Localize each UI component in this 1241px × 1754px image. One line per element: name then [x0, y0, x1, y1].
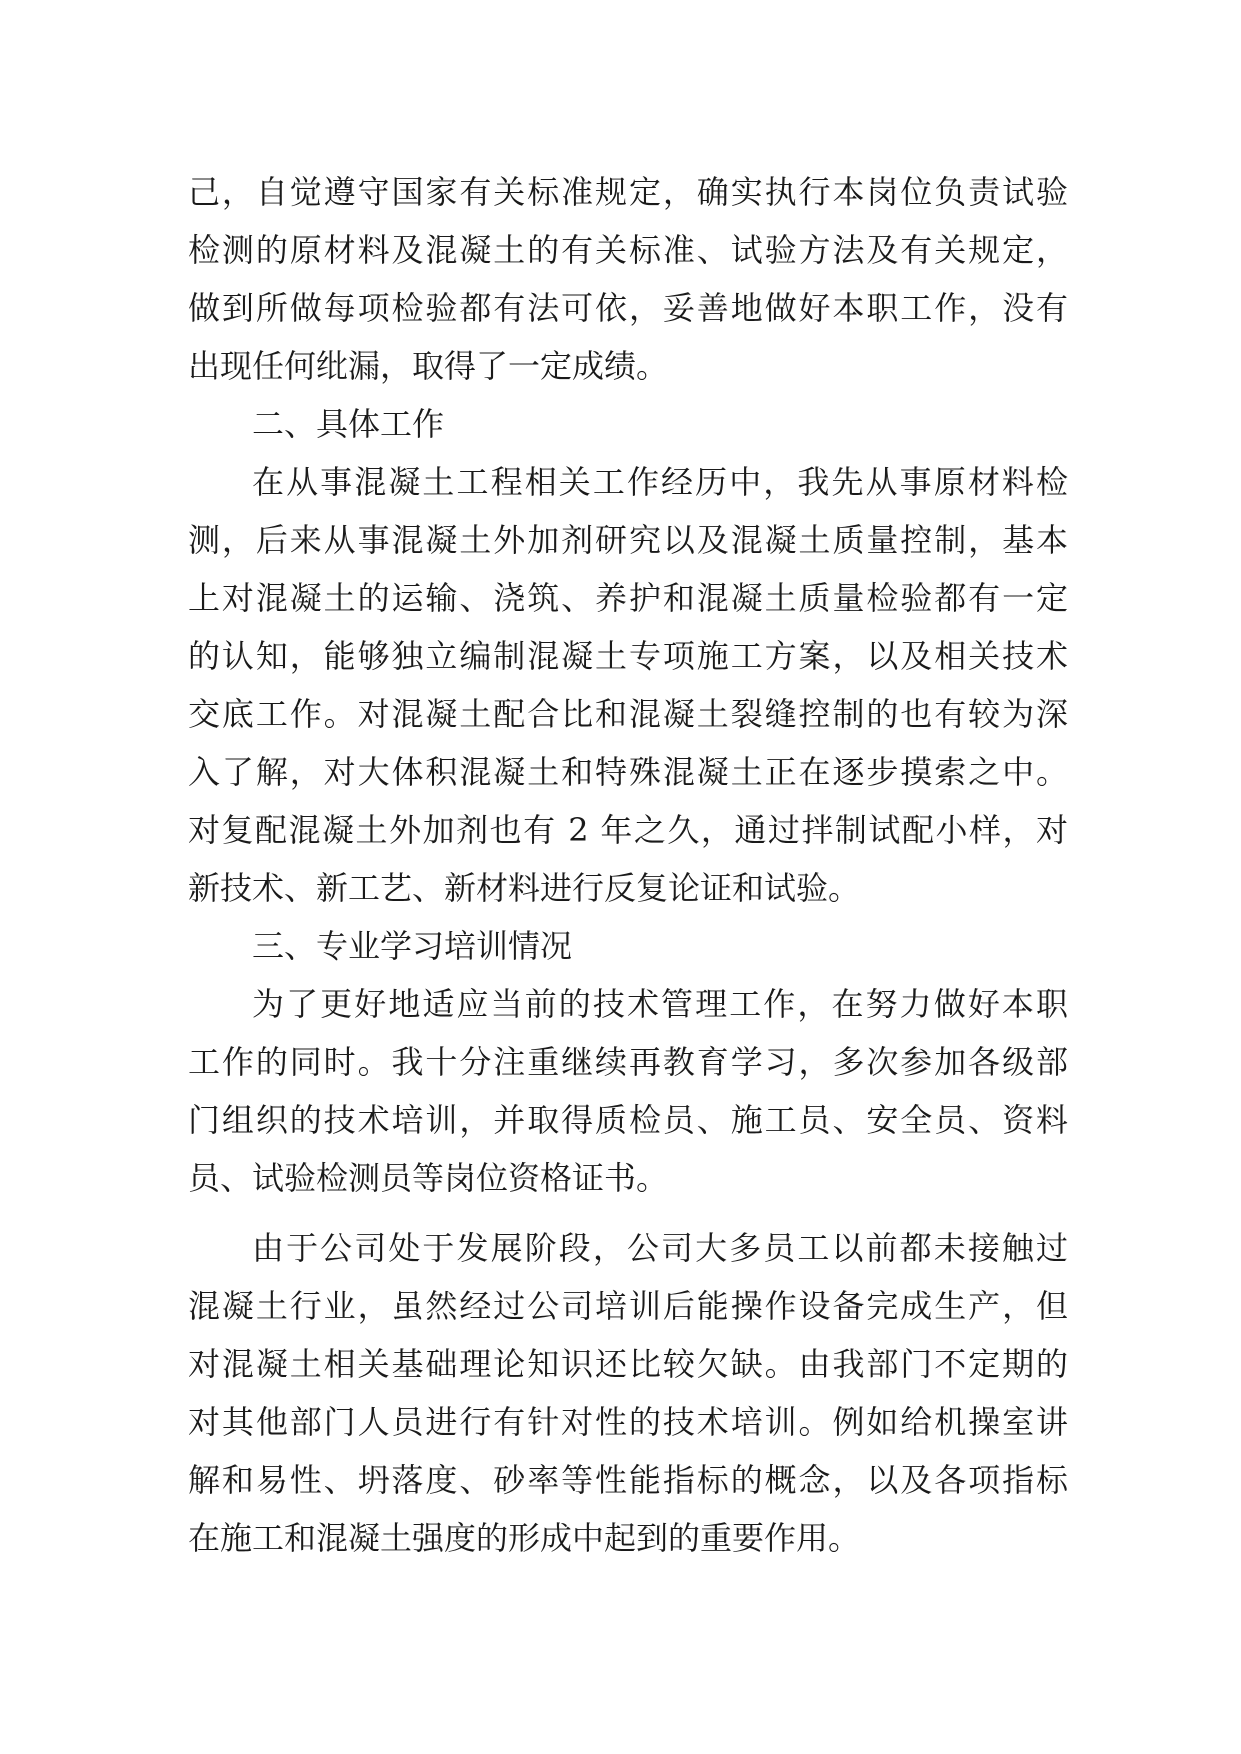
text-line: 在从事混凝土工程相关工作经历中，我先从事原材料检 — [252, 463, 1068, 501]
paragraph-3 — [188, 975, 1068, 1207]
paragraph-spacer — [188, 1207, 1068, 1219]
text-line: 在施工和混凝土强度的形成中起到的重要作用。 — [188, 1519, 861, 1557]
text-line: 解和易性、坍落度、砂率等性能指标的概念，以及各项指标 — [188, 1461, 1068, 1499]
text-line: 由于公司处于发展阶段，公司大多员工以前都未接触过 — [252, 1229, 1068, 1267]
paragraph-1 — [188, 163, 1068, 395]
text-line: 门组织的技术培训，并取得质检员、施工员、安全员、资料 — [188, 1101, 1068, 1139]
text-line: 的认知，能够独立编制混凝土专项施工方案，以及相关技术 — [188, 637, 1068, 675]
text-line: 测，后来从事混凝土外加剂研究以及混凝土质量控制，基本 — [188, 521, 1068, 559]
text-line: 检测的原材料及混凝土的有关标准、试验方法及有关规定， — [188, 231, 1068, 269]
text-line: 工作的同时。我十分注重继续再教育学习，多次参加各级部 — [188, 1043, 1068, 1081]
text-line: 新技术、新工艺、新材料进行反复论证和试验。 — [188, 869, 861, 907]
text-line: 入了解，对大体积混凝土和特殊混凝土正在逐步摸索之中。 — [188, 753, 1068, 791]
section-heading-2: 二、具体工作 — [252, 405, 445, 443]
text-line: 交底工作。对混凝土配合比和混凝土裂缝控制的也有较为深 — [188, 695, 1068, 733]
paragraph-4 — [188, 1219, 1068, 1567]
text-line: 出现任何纰漏，取得了一定成绩。 — [188, 347, 669, 385]
text-line: 对混凝土相关基础理论知识还比较欠缺。由我部门不定期的 — [188, 1345, 1068, 1383]
text-line: 员、试验检测员等岗位资格证书。 — [188, 1159, 669, 1197]
text-line: 上对混凝土的运输、浇筑、养护和混凝土质量检验都有一定 — [188, 579, 1068, 617]
section-heading-3: 三、专业学习培训情况 — [252, 927, 573, 965]
text-line: 做到所做每项检验都有法可依，妥善地做好本职工作，没有 — [188, 289, 1068, 327]
text-line: 为了更好地适应当前的技术管理工作，在努力做好本职 — [252, 985, 1068, 1023]
text-line: 对其他部门人员进行有针对性的技术培训。例如给机操室讲 — [188, 1403, 1068, 1441]
text-line: 己，自觉遵守国家有关标准规定，确实执行本岗位负责试验 — [188, 173, 1068, 211]
text-line: 对复配混凝土外加剂也有 2 年之久，通过拌制试配小样，对 — [188, 811, 1068, 849]
document-body — [188, 163, 1068, 1567]
text-line: 混凝土行业，虽然经过公司培训后能操作设备完成生产，但 — [188, 1287, 1068, 1325]
paragraph-2 — [188, 453, 1068, 917]
